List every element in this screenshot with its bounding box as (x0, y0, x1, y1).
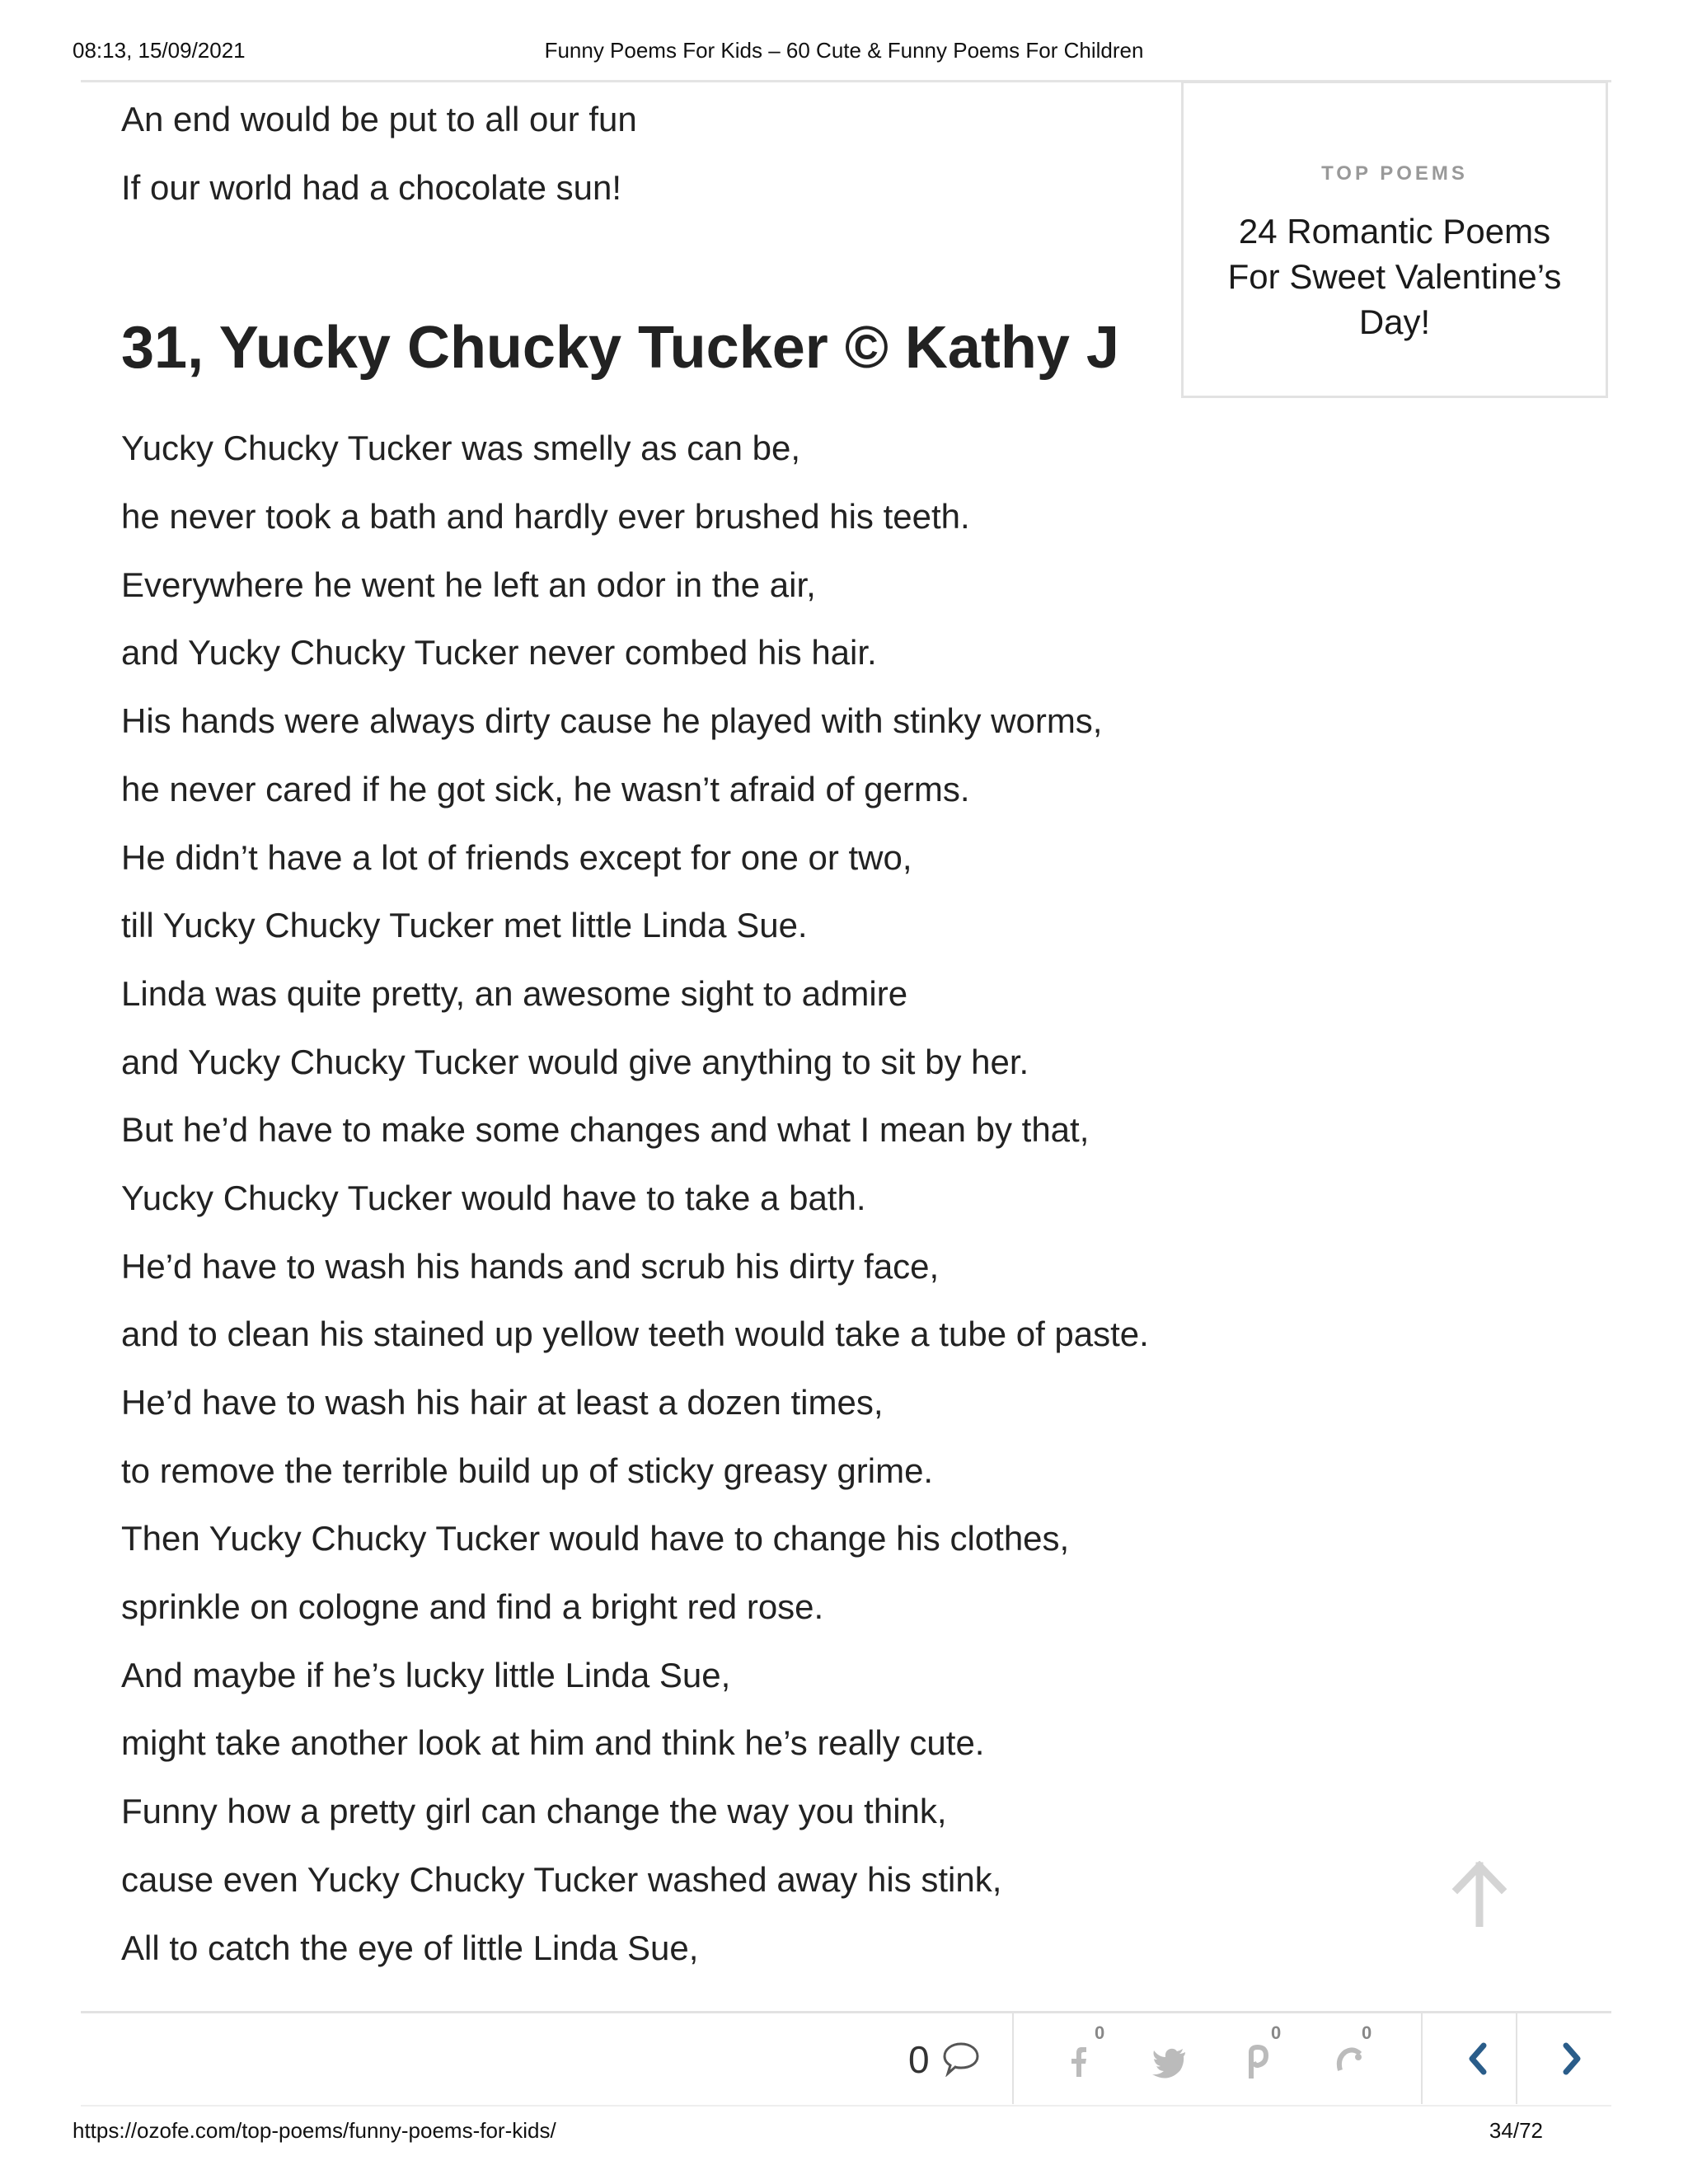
previous-page-button[interactable] (1454, 2034, 1503, 2083)
chevron-left-icon (1454, 2034, 1503, 2083)
comment-count[interactable]: 0 (908, 2038, 930, 2081)
chevron-right-icon (1546, 2034, 1596, 2083)
print-timestamp: 08:13, 15/09/2021 (73, 38, 246, 63)
poem-line: to remove the terrible build up of sticky greasy grime. (121, 1451, 934, 1490)
poem-line: till Yucky Chucky Tucker met little Linda Sue. (121, 906, 808, 945)
article-content (121, 86, 1184, 2011)
share-count-pinterest: 0 (1271, 2022, 1282, 2043)
poem-line: sprinkle on cologne and find a bright red rose. (121, 1587, 824, 1627)
top-poems-label: TOP POEMS (1321, 162, 1468, 185)
print-page-number: 34/72 (1489, 2118, 1543, 2143)
poem-line: He’d have to wash his hands and scrub his dirty face, (121, 1246, 940, 1286)
poem-line: Yucky Chucky Tucker would have to take a bath. (121, 1178, 866, 1217)
poem-line: and Yucky Chucky Tucker would give anything to sit by her. (121, 1042, 1029, 1081)
share-bar (81, 2011, 1611, 2107)
poem-line: might take another look at him and think he’s really cute. (121, 1723, 985, 1763)
top-poem-link[interactable]: 24 Romantic Poems For Sweet Valentine’s Day! (1227, 212, 1562, 341)
poem-line: Yucky Chucky Tucker was smelly as can be, (121, 429, 800, 468)
next-page-button[interactable] (1546, 2034, 1596, 2083)
share-facebook[interactable] (1062, 2022, 1111, 2085)
poem-line: cause even Yucky Chucky Tucker washed away his stink, (121, 1859, 1002, 1899)
twitter-icon (1152, 2046, 1189, 2079)
poem-heading: 31, Yucky Chucky Tucker © Kathy J (121, 315, 1119, 382)
poem-line: His hands were always dirty cause he played with stinky worms, (121, 701, 1103, 741)
poem-line: Linda was quite pretty, an awesome sight to admire (121, 973, 908, 1013)
scroll-to-top-button[interactable] (1451, 1861, 1508, 1927)
poem-line: And maybe if he’s lucky little Linda Sue, (121, 1655, 731, 1694)
poem-line: If our world had a chocolate sun! (121, 167, 622, 207)
poem-line: Everywhere he went he left an odor in the air, (121, 565, 816, 604)
print-header (73, 38, 1615, 71)
share-reddit[interactable] (1334, 2022, 1383, 2085)
print-footer (73, 2118, 1615, 2151)
speech-bubble-icon[interactable] (941, 2041, 981, 2077)
poem-line: he never cared if he got sick, he wasn’t afraid of germs. (121, 769, 970, 808)
reddit-icon (1334, 2041, 1367, 2082)
poem-line: Funny how a pretty girl can change the way you think, (121, 1792, 947, 1831)
poem-line: and to clean his stained up yellow teeth would take a tube of paste. (121, 1315, 1149, 1354)
share-count-reddit: 0 (1362, 2022, 1372, 2043)
top-poems-widget (1181, 81, 1608, 398)
poem-line: He’d have to wash his hair at least a dozen times, (121, 1383, 884, 1422)
poem-line: and Yucky Chucky Tucker never combed his hair. (121, 633, 877, 673)
poem-line: All to catch the eye of little Linda Sue, (121, 1928, 699, 1967)
print-page-title: Funny Poems For Kids – 60 Cute & Funny Poems For Children (544, 38, 1144, 63)
poem-line: He didn’t have a lot of friends except for one or two, (121, 837, 912, 877)
share-count-facebook: 0 (1095, 2022, 1105, 2043)
share-twitter[interactable] (1152, 2036, 1202, 2085)
poem-line: An end would be put to all our fun (121, 100, 637, 138)
poem-line: he never took a bath and hardly ever brushed his teeth. (121, 497, 970, 537)
arrow-up-icon (1451, 1861, 1508, 1927)
facebook-icon (1062, 2041, 1095, 2082)
share-pinterest[interactable] (1243, 2022, 1292, 2085)
poem-line: But he’d have to make some changes and what I mean by that, (121, 1110, 1090, 1150)
poem-line: Then Yucky Chucky Tucker would have to change his clothes, (121, 1519, 1070, 1558)
print-url: https://ozofe.com/top-poems/funny-poems-for-kids/ (73, 2118, 556, 2143)
pinterest-icon (1243, 2041, 1276, 2082)
poem-body (121, 415, 1184, 1982)
